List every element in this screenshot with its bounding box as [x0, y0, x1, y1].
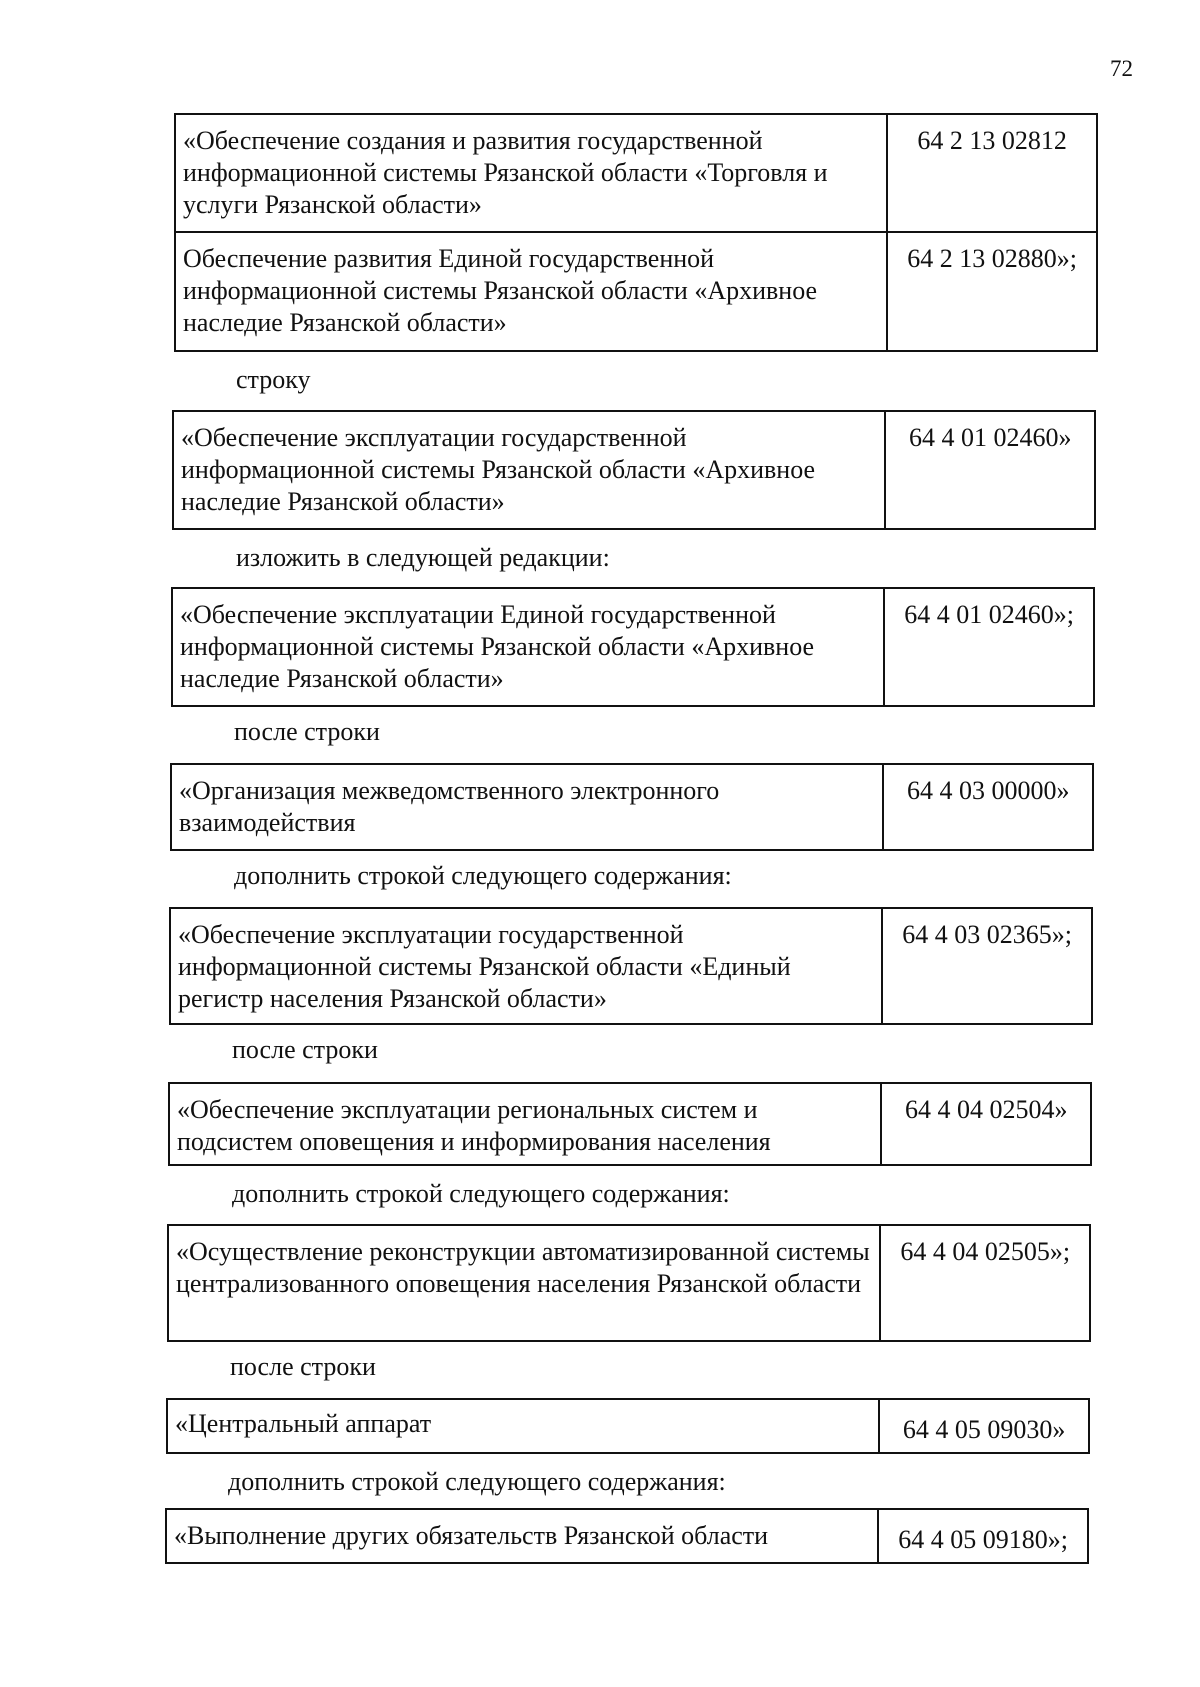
- amendment-table-7: [167, 1224, 1091, 1342]
- amendment-table-5: [169, 907, 1093, 1025]
- expense-item-code: 64 4 04 02504»: [881, 1083, 1091, 1165]
- amendment-table-2: [172, 410, 1096, 530]
- expense-item-name: «Обеспечение эксплуатации государственной информационной системы Рязанской области «Архивное наследие Рязанской области»: [173, 411, 885, 529]
- table-row: [171, 764, 1093, 850]
- instruction-text: после строки: [234, 717, 380, 746]
- amendment-table-4: [170, 763, 1094, 851]
- table-row: [173, 411, 1095, 529]
- instruction-text: дополнить строкой следующего содержания:: [232, 1179, 730, 1208]
- expense-item-name: «Выполнение других обязательств Рязанской области: [166, 1509, 878, 1563]
- expense-item-code: 64 4 03 00000»: [883, 764, 1093, 850]
- expense-item-name: Обеспечение развития Единой государственной информационной системы Рязанской области «Архивное наследие Рязанской области»: [175, 232, 887, 351]
- expense-item-name: «Осуществление реконструкции автоматизированной системы централизованного оповещения населения Рязанской области: [168, 1225, 880, 1341]
- table-row: [166, 1509, 1088, 1563]
- instruction-text: строку: [236, 365, 311, 394]
- expense-item-code: 64 4 03 02365»;: [882, 908, 1092, 1024]
- table-row: [170, 908, 1092, 1024]
- table-row: [175, 232, 1097, 351]
- expense-item-code: 64 4 01 02460»;: [884, 588, 1094, 706]
- table-row: [168, 1225, 1090, 1341]
- expense-item-code: 64 2 13 02812: [887, 114, 1097, 232]
- expense-item-code: 64 4 04 02505»;: [880, 1225, 1090, 1341]
- amendment-table-6: [168, 1082, 1092, 1166]
- table-row: [175, 114, 1097, 232]
- amendment-table-3: [171, 587, 1095, 707]
- expense-item-code: 64 4 01 02460»: [885, 411, 1095, 529]
- instruction-text: после строки: [230, 1352, 376, 1381]
- table-row: [167, 1399, 1089, 1453]
- amendment-table-9: [165, 1508, 1089, 1564]
- table-row: [172, 588, 1094, 706]
- expense-item-name: «Обеспечение эксплуатации Единой государственной информационной системы Рязанской области «Архивное наследие Рязанской области»: [172, 588, 884, 706]
- amendment-table-1: [174, 113, 1098, 352]
- instruction-text: дополнить строкой следующего содержания:: [228, 1467, 726, 1496]
- instruction-text: изложить в следующей редакции:: [236, 543, 610, 572]
- table-row: [169, 1083, 1091, 1165]
- instruction-text: после строки: [232, 1035, 378, 1064]
- expense-item-code: 64 4 05 09180»;: [878, 1509, 1088, 1563]
- page-number: 72: [1110, 56, 1133, 81]
- expense-item-name: «Центральный аппарат: [167, 1399, 879, 1453]
- amendment-table-8: [166, 1398, 1090, 1452]
- expense-item-name: «Организация межведомственного электронного взаимодействия: [171, 764, 883, 850]
- expense-item-name: «Обеспечение эксплуатации региональных систем и подсистем оповещения и информирования населения: [169, 1083, 881, 1165]
- instruction-text: дополнить строкой следующего содержания:: [234, 861, 732, 890]
- expense-item-name: «Обеспечение эксплуатации государственной информационной системы Рязанской области «Единый регистр населения Рязанской области»: [170, 908, 882, 1024]
- expense-item-name: «Обеспечение создания и развития государственной информационной системы Рязанской области «Торговля и услуги Рязанской области»: [175, 114, 887, 232]
- expense-item-code: 64 4 05 09030»: [879, 1399, 1089, 1453]
- expense-item-code: 64 2 13 02880»;: [887, 232, 1097, 351]
